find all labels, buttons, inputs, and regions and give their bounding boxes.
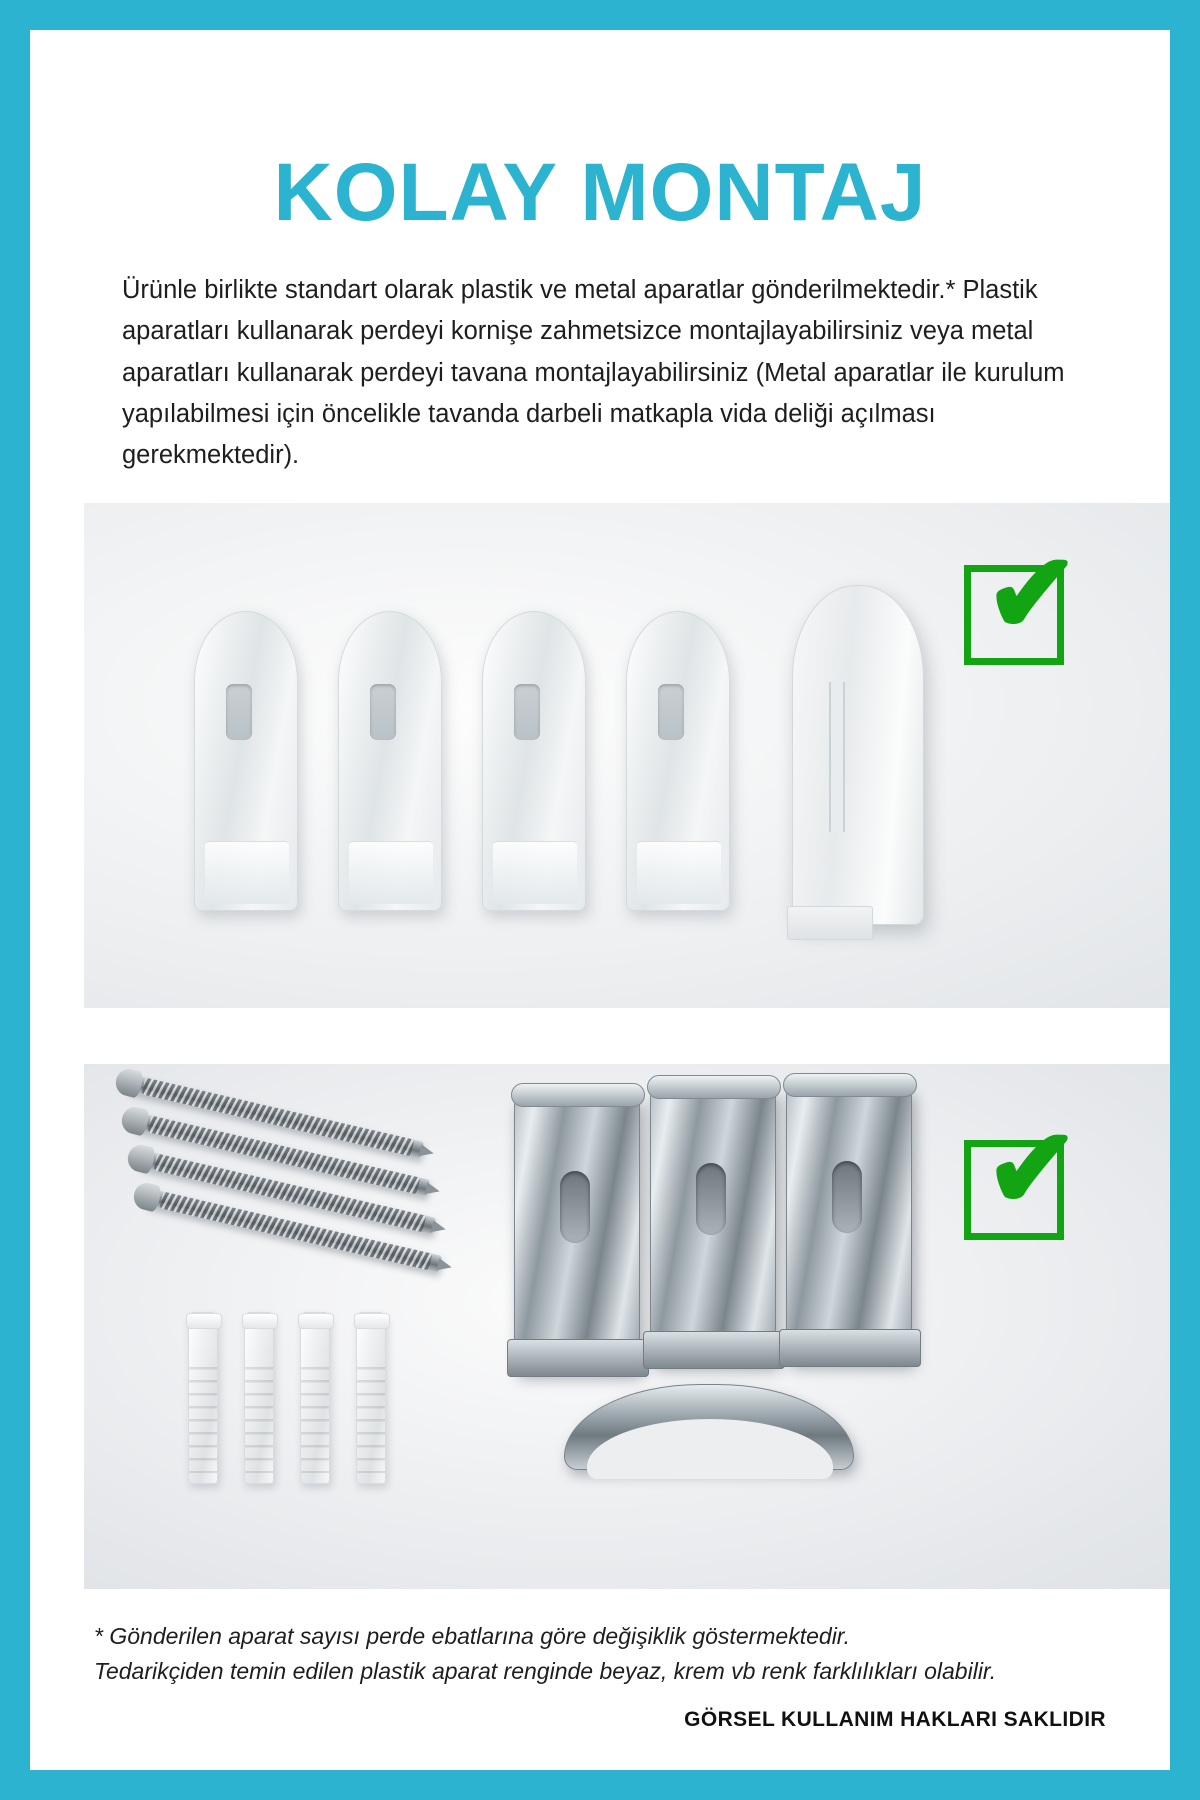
screw-head — [113, 1066, 144, 1098]
checkmark-box — [964, 1105, 1079, 1240]
metal-clip-base — [507, 1339, 649, 1377]
plug-collar — [298, 1313, 334, 1329]
footnotes — [86, 1619, 1114, 1690]
screw-head — [119, 1104, 150, 1136]
screw-head — [131, 1180, 162, 1212]
plug-ribs — [245, 1367, 273, 1473]
plastic-clip — [482, 611, 586, 911]
metal-clip-base — [779, 1329, 921, 1367]
metal-clip-hole — [696, 1163, 726, 1235]
poster-content — [30, 30, 1170, 1770]
metal-clip-hole — [832, 1161, 862, 1233]
screw-tip — [437, 1258, 453, 1273]
metal-parts-photo — [84, 1064, 1176, 1589]
plastic-clip — [626, 611, 730, 911]
wall-plug — [188, 1312, 218, 1484]
footnote-line-2: Tedarikçiden temin edilen plastik aparat renginde beyaz, krem vb renk farklılıkları olabilir. — [94, 1658, 997, 1685]
plug-ribs — [189, 1367, 217, 1473]
screw-tip — [419, 1144, 435, 1159]
plug-collar — [186, 1313, 222, 1329]
plug-collar — [242, 1313, 278, 1329]
metal-clip-lip — [511, 1083, 645, 1107]
intro-paragraph: Ürünle birlikte standart olarak plastik ve metal aparatlar gönderilmektedir.* Plastik aparatları kullanarak perdeyi kornişe zahmetsizce montajlayabilirsiniz veya metal aparatları kullanarak perdeyi tavana montajlayabilirsiniz (Metal aparatlar ile kurulum yapılabilmesi için öncelikle tavanda darbeli matkapla vida deliği açılması gerekmektedir). — [122, 276, 1065, 470]
curved-metal-inner — [587, 1419, 833, 1479]
copyright-notice: GÖRSEL KULLANIM HAKLARI SAKLIDIR — [684, 1707, 1106, 1731]
curved-metal-clip — [564, 1384, 854, 1470]
footnote-line-1: * Gönderilen aparat sayısı perde ebatlarına göre değişiklik göstermektedir. — [94, 1622, 851, 1649]
metal-clip-lip — [783, 1073, 917, 1097]
page-title: KOLAY MONTAJ — [273, 147, 927, 238]
metal-clip-lip — [647, 1075, 781, 1099]
plastic-clip — [338, 611, 442, 911]
metal-clip-hole — [560, 1171, 590, 1243]
wall-plug — [356, 1312, 386, 1484]
check-icon: ✔ — [985, 530, 1079, 656]
plug-collar — [354, 1313, 390, 1329]
wall-plug — [244, 1312, 274, 1484]
bracket-foot — [787, 906, 873, 940]
check-icon: ✔ — [985, 1105, 1079, 1231]
metal-clip — [650, 1088, 776, 1364]
checkmark-box — [964, 530, 1079, 665]
metal-clip — [786, 1086, 912, 1362]
plastic-clip — [194, 611, 298, 911]
screw-tip — [425, 1182, 441, 1197]
screw-tip — [431, 1220, 447, 1235]
plastic-bracket — [792, 585, 924, 925]
plug-ribs — [301, 1367, 329, 1473]
metal-clip — [514, 1096, 640, 1372]
plug-ribs — [357, 1367, 385, 1473]
metal-clip-base — [643, 1331, 785, 1369]
screw-head — [125, 1142, 156, 1174]
bracket-slot — [829, 682, 845, 832]
wall-plug — [300, 1312, 330, 1484]
plastic-parts-photo — [84, 503, 1176, 1008]
